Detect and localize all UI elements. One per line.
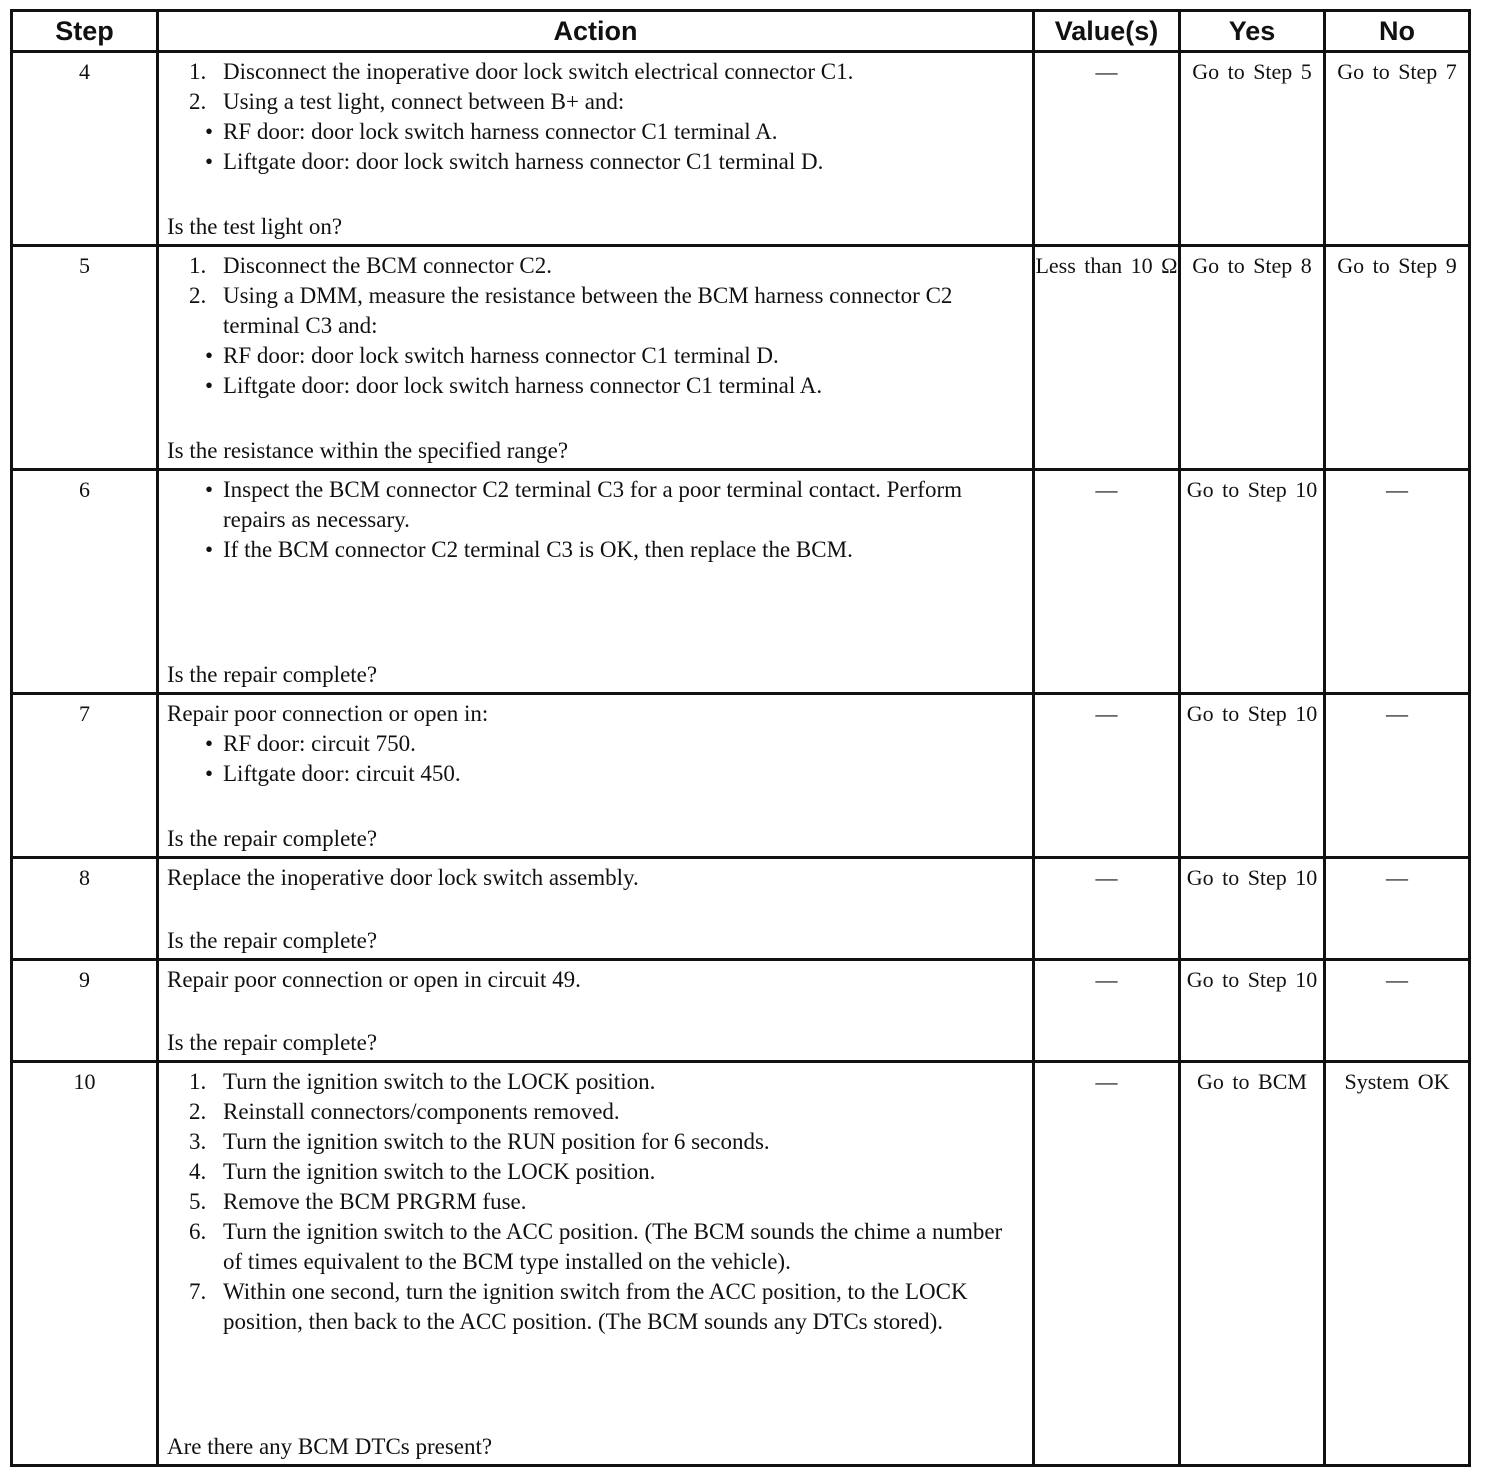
- list-item: 2. Using a DMM, measure the resistance between the BCM harness connector C2 terminal C3 and:: [189, 283, 953, 338]
- value-cell: —: [1034, 960, 1180, 1062]
- question: Are there any BCM DTCs present?: [167, 1434, 493, 1459]
- step-number: 8: [12, 858, 158, 960]
- no-cell: —: [1325, 694, 1470, 858]
- list-item: • Liftgate door: door lock switch harness connector C1 terminal D.: [167, 147, 1024, 177]
- list-item: 4. Turn the ignition switch to the LOCK position.: [189, 1159, 656, 1184]
- list-item: • Liftgate door: circuit 450.: [167, 759, 1024, 789]
- lead-text: Replace the inoperative door lock switch assembly.: [167, 865, 639, 890]
- numbered-list: [167, 1067, 1024, 1337]
- list-item: 1. Disconnect the inoperative door lock switch electrical connector C1.: [189, 59, 854, 84]
- action-cell: [158, 52, 1034, 246]
- bullet-list: [167, 117, 1024, 177]
- table-row: [12, 52, 1470, 246]
- no-cell: System OK: [1325, 1062, 1470, 1466]
- table-row: [12, 694, 1470, 858]
- list-item: 6. Turn the ignition switch to the ACC position. (The BCM sounds the chime a number of times equivalent to the BCM type installed on the vehicle).: [189, 1219, 1003, 1274]
- action-cell: [158, 470, 1034, 694]
- step-number: 4: [12, 52, 158, 246]
- yes-cell: Go to Step 10: [1180, 858, 1325, 960]
- action-cell: [158, 960, 1034, 1062]
- diagnostic-table: [10, 9, 1471, 1467]
- question: Is the repair complete?: [167, 662, 378, 687]
- action-cell: [158, 858, 1034, 960]
- list-item: • RF door: circuit 750.: [167, 729, 1024, 759]
- numbered-list: [167, 57, 1024, 117]
- yes-cell: Go to Step 10: [1180, 470, 1325, 694]
- list-item: 5. Remove the BCM PRGRM fuse.: [189, 1189, 527, 1214]
- list-item: 7. Within one second, turn the ignition switch from the ACC position, to the LOCK position, then back to the ACC position. (The BCM sounds any DTCs stored).: [189, 1279, 968, 1334]
- no-cell: —: [1325, 470, 1470, 694]
- header-row: [12, 11, 1470, 52]
- list-item: • If the BCM connector C2 terminal C3 is OK, then replace the BCM.: [167, 535, 1024, 565]
- value-cell: —: [1034, 694, 1180, 858]
- action-cell: [158, 246, 1034, 470]
- header-values: Value(s): [1034, 11, 1180, 52]
- no-cell: —: [1325, 960, 1470, 1062]
- table-row: [12, 470, 1470, 694]
- table-row: [12, 246, 1470, 470]
- header-no: No: [1325, 11, 1470, 52]
- value-cell: Less than 10 Ω: [1034, 246, 1180, 470]
- question: Is the repair complete?: [167, 928, 378, 953]
- no-cell: Go to Step 9: [1325, 246, 1470, 470]
- step-number: 9: [12, 960, 158, 1062]
- action-cell: [158, 694, 1034, 858]
- value-cell: —: [1034, 858, 1180, 960]
- lead-text: Repair poor connection or open in circuit 49.: [167, 967, 581, 992]
- action-cell: [158, 1062, 1034, 1466]
- bullet-list: [167, 341, 1024, 401]
- step-number: 10: [12, 1062, 158, 1466]
- yes-cell: Go to Step 8: [1180, 246, 1325, 470]
- question: Is the repair complete?: [167, 826, 378, 851]
- value-cell: —: [1034, 52, 1180, 246]
- step-number: 7: [12, 694, 158, 858]
- question: Is the test light on?: [167, 214, 343, 239]
- step-number: 6: [12, 470, 158, 694]
- value-cell: —: [1034, 1062, 1180, 1466]
- list-item: 1. Turn the ignition switch to the LOCK position.: [189, 1069, 656, 1094]
- no-cell: Go to Step 7: [1325, 52, 1470, 246]
- list-item: 2. Using a test light, connect between B+ and:: [189, 89, 625, 114]
- header-yes: Yes: [1180, 11, 1325, 52]
- yes-cell: Go to Step 10: [1180, 960, 1325, 1062]
- header-action: Action: [158, 11, 1034, 52]
- lead-text: Repair poor connection or open in:: [167, 701, 489, 726]
- list-item: 1. Disconnect the BCM connector C2.: [189, 253, 552, 278]
- bullet-list: [167, 475, 1024, 565]
- table-row: [12, 858, 1470, 960]
- list-item: 2. Reinstall connectors/components removed.: [189, 1099, 620, 1124]
- list-item: 3. Turn the ignition switch to the RUN position for 6 seconds.: [189, 1129, 770, 1154]
- yes-cell: Go to BCM: [1180, 1062, 1325, 1466]
- numbered-list: [167, 251, 1024, 341]
- value-cell: —: [1034, 470, 1180, 694]
- header-step: Step: [12, 11, 158, 52]
- list-item: • RF door: door lock switch harness connector C1 terminal D.: [167, 341, 1024, 371]
- list-item: • Inspect the BCM connector C2 terminal C3 for a poor terminal contact. Perform repairs as necessary.: [167, 475, 1024, 535]
- step-number: 5: [12, 246, 158, 470]
- list-item: • Liftgate door: door lock switch harness connector C1 terminal A.: [167, 371, 1024, 401]
- table-row: [12, 960, 1470, 1062]
- yes-cell: Go to Step 10: [1180, 694, 1325, 858]
- list-item: • RF door: door lock switch harness connector C1 terminal A.: [167, 117, 1024, 147]
- bullet-list: [167, 729, 1024, 789]
- table-row: [12, 1062, 1470, 1466]
- question: Is the repair complete?: [167, 1030, 378, 1055]
- question: Is the resistance within the specified range?: [167, 438, 569, 463]
- yes-cell: Go to Step 5: [1180, 52, 1325, 246]
- no-cell: —: [1325, 858, 1470, 960]
